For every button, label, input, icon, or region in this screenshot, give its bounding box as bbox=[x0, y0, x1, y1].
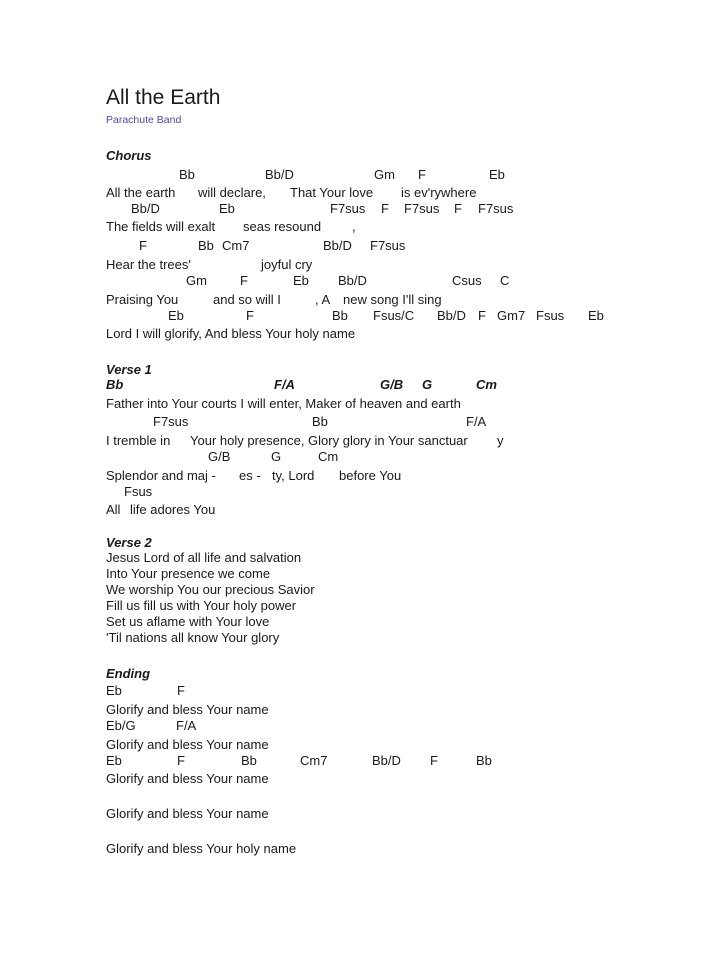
chord: G/B bbox=[208, 449, 231, 464]
lyric: Praising You bbox=[106, 292, 179, 307]
lyric: before You bbox=[339, 468, 402, 483]
lyric: All bbox=[106, 502, 121, 517]
chord: Eb bbox=[489, 167, 505, 182]
lyric: The fields will exalt bbox=[106, 219, 216, 234]
chord: Cm7 bbox=[222, 238, 250, 253]
chord: Eb/G bbox=[106, 718, 136, 733]
chord: F bbox=[454, 201, 462, 216]
lyric: es - bbox=[239, 468, 261, 483]
chord: Eb bbox=[588, 308, 604, 323]
chord: F7sus bbox=[330, 201, 366, 216]
verse-2-heading: Verse 2 bbox=[106, 535, 152, 550]
chord: F bbox=[240, 273, 248, 288]
lyric: and so will I bbox=[213, 292, 281, 307]
verse-1-heading: Verse 1 bbox=[106, 362, 152, 377]
chord: Bb bbox=[179, 167, 195, 182]
lyric: That Your love bbox=[290, 185, 374, 200]
chord: F bbox=[139, 238, 147, 253]
chord: Csus bbox=[452, 273, 482, 288]
chord: F/A bbox=[466, 414, 487, 429]
chord: G/B bbox=[380, 377, 404, 392]
chord: G bbox=[422, 377, 433, 392]
chord: F bbox=[177, 683, 185, 698]
lyric: I tremble in bbox=[106, 433, 171, 448]
chord: Gm bbox=[186, 273, 207, 288]
chord: Gm bbox=[374, 167, 395, 182]
chord: F7sus bbox=[478, 201, 514, 216]
ending-heading: Ending bbox=[106, 666, 151, 681]
lyric: Glorify and bless Your name bbox=[106, 771, 269, 786]
chord: Cm bbox=[476, 377, 497, 392]
chord: Bb bbox=[241, 753, 257, 768]
lyric: Hear the trees' bbox=[106, 257, 191, 272]
lyric: Lord I will glorify, And bless Your holy name bbox=[106, 326, 356, 341]
chord: Cm7 bbox=[300, 753, 328, 768]
lyric: Glorify and bless Your holy name bbox=[106, 841, 297, 856]
chord: Bb/D bbox=[372, 753, 401, 768]
lyric: ty, Lord bbox=[272, 468, 315, 483]
lyric: will declare, bbox=[198, 185, 266, 200]
lyric: We worship You our precious Savior bbox=[106, 582, 315, 597]
chord: Eb bbox=[293, 273, 309, 288]
song-title: All the Earth bbox=[106, 86, 221, 109]
chord: F7sus bbox=[370, 238, 406, 253]
lyric: , bbox=[352, 219, 356, 234]
lyric: 'Til nations all know Your glory bbox=[106, 630, 280, 645]
chord: Bb/D bbox=[437, 308, 466, 323]
chord: Bb/D bbox=[265, 167, 294, 182]
chord: Bb bbox=[476, 753, 492, 768]
chord: C bbox=[500, 273, 510, 288]
chord: F bbox=[177, 753, 185, 768]
lyric: life adores You bbox=[130, 502, 216, 517]
chord: Fsus/C bbox=[373, 308, 415, 323]
artist-name: Parachute Band bbox=[106, 114, 182, 126]
chord: F bbox=[418, 167, 426, 182]
chord: Bb/D bbox=[338, 273, 367, 288]
chord: Bb bbox=[198, 238, 214, 253]
lyric: Glorify and bless Your name bbox=[106, 702, 269, 717]
chord: Fsus bbox=[536, 308, 565, 323]
lyric: new song I'll sing bbox=[343, 292, 442, 307]
chord: Bb/D bbox=[131, 201, 160, 216]
lyric: is ev'rywhere bbox=[401, 185, 477, 200]
chord: Bb bbox=[332, 308, 348, 323]
lyric: Glorify and bless Your name bbox=[106, 737, 269, 752]
chord: Fsus bbox=[124, 484, 153, 499]
chord: F7sus bbox=[153, 414, 189, 429]
lyric: Glorify and bless Your name bbox=[106, 806, 269, 821]
chord: F bbox=[430, 753, 438, 768]
chord: F/A bbox=[274, 377, 295, 392]
chorus-heading: Chorus bbox=[106, 148, 152, 163]
chord: F bbox=[381, 201, 389, 216]
lyric: Set us aflame with Your love bbox=[106, 614, 270, 629]
chord: Gm7 bbox=[497, 308, 526, 323]
chord: Eb bbox=[219, 201, 235, 216]
lyric: Splendor and maj - bbox=[106, 468, 216, 483]
chord: Bb bbox=[106, 377, 124, 392]
lyric: All the earth bbox=[106, 185, 176, 200]
chord: Bb bbox=[312, 414, 328, 429]
lyric: Father into Your courts I will enter, Maker of heaven and earth bbox=[106, 396, 461, 411]
lyric: joyful cry bbox=[261, 257, 313, 272]
chord: Cm bbox=[318, 449, 339, 464]
lyric: Fill us fill us with Your holy power bbox=[106, 598, 297, 613]
chord: F7sus bbox=[404, 201, 440, 216]
chord: Bb/D bbox=[323, 238, 352, 253]
chord: F bbox=[246, 308, 254, 323]
chord: F bbox=[478, 308, 486, 323]
chord: Eb bbox=[106, 753, 122, 768]
lyric: seas resound bbox=[243, 219, 322, 234]
lyric: Your holy presence, Glory glory in Your sanctuar bbox=[190, 433, 468, 448]
lyric: Into Your presence we come bbox=[106, 566, 271, 581]
chord: Eb bbox=[168, 308, 184, 323]
chord: F/A bbox=[176, 718, 197, 733]
chord: G bbox=[271, 449, 282, 464]
lyric: , A bbox=[315, 292, 331, 307]
chord: Eb bbox=[106, 683, 122, 698]
lyric: Jesus Lord of all life and salvation bbox=[106, 550, 302, 565]
lyric: y bbox=[497, 433, 504, 448]
